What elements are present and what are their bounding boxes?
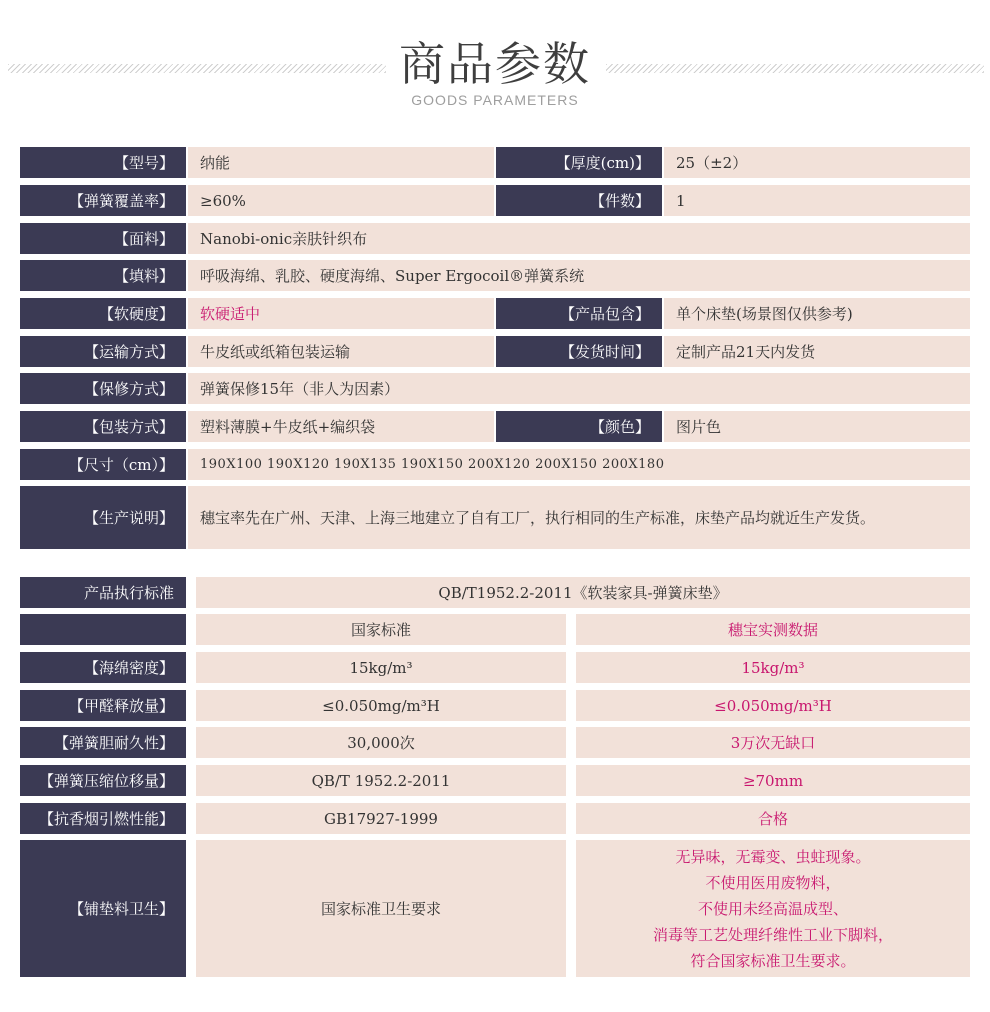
coverage-label: 【弹簧覆盖率】 — [20, 185, 186, 216]
production-value: 穗宝率先在广州、天津、上海三地建立了自有工厂，执行相同的生产标准，床垫产品均就近生产发货。 — [188, 486, 970, 549]
pieces-label: 【件数】 — [496, 185, 662, 216]
std-row-national: QB/T 1952.2-2011 — [196, 765, 566, 796]
header-empty-label — [20, 614, 186, 645]
hardness-value: 软硬适中 — [188, 298, 494, 329]
size-value: 190X100 190X120 190X135 190X150 200X120 200X150 200X180 — [188, 449, 970, 480]
delivery-value: 定制产品21天内发货 — [664, 336, 970, 367]
model-value: 纳能 — [188, 147, 494, 178]
model-label: 【型号】 — [20, 147, 186, 178]
std-row-measured: 合格 — [576, 803, 970, 834]
std-row-label: 【弹簧压缩位移量】 — [20, 765, 186, 796]
exec-standard-label: 产品执行标准 — [20, 577, 186, 608]
std-row-label: 【甲醛释放量】 — [20, 690, 186, 721]
fabric-value: Nanobi-onic亲肤针织布 — [188, 223, 970, 254]
section-header — [0, 0, 990, 120]
includes-value: 单个床垫(场景图仅供参考) — [664, 298, 970, 329]
packing-label: 【包装方式】 — [20, 411, 186, 442]
measured-data-header: 穗宝实测数据 — [576, 614, 970, 645]
shipping-label: 【运输方式】 — [20, 336, 186, 367]
shipping-value: 牛皮纸或纸箱包装运输 — [188, 336, 494, 367]
std-row-national: 国家标准卫生要求 — [196, 840, 566, 977]
std-row-measured: ≥70mm — [576, 765, 970, 796]
production-label: 【生产说明】 — [20, 486, 186, 549]
filling-label: 【填料】 — [20, 260, 186, 291]
std-row-national: 15kg/m³ — [196, 652, 566, 683]
std-row-label: 【抗香烟引燃性能】 — [20, 803, 186, 834]
size-label: 【尺寸（cm）】 — [20, 449, 186, 480]
std-row-national: 30,000次 — [196, 727, 566, 758]
national-standard-header: 国家标准 — [196, 614, 566, 645]
std-row-measured: 3万次无缺口 — [576, 727, 970, 758]
warranty-label: 【保修方式】 — [20, 373, 186, 404]
std-row-national: GB17927-1999 — [196, 803, 566, 834]
pieces-value: 1 — [664, 185, 970, 216]
std-row-measured: ≤0.050mg/m³H — [576, 690, 970, 721]
page-subtitle: GOODS PARAMETERS — [411, 92, 579, 108]
color-label: 【颜色】 — [496, 411, 662, 442]
coverage-value: ≥60% — [188, 185, 494, 216]
warranty-value: 弹簧保修15年（非人为因素） — [188, 373, 970, 404]
std-row-label: 【铺垫料卫生】 — [20, 840, 186, 977]
std-row-measured: 15kg/m³ — [576, 652, 970, 683]
measured-line: 符合国家标准卫生要求。 — [690, 951, 856, 970]
hardness-label: 【软硬度】 — [20, 298, 186, 329]
delivery-label: 【发货时间】 — [496, 336, 662, 367]
std-row-label: 【海绵密度】 — [20, 652, 186, 683]
std-row-national: ≤0.050mg/m³H — [196, 690, 566, 721]
color-value: 图片色 — [664, 411, 970, 442]
fabric-label: 【面料】 — [20, 223, 186, 254]
exec-standard-value: QB/T1952.2-2011《软装家具-弹簧床垫》 — [196, 577, 970, 608]
thickness-value: 25（±2） — [664, 147, 970, 178]
measured-line: 不使用未经高温成型、 — [697, 899, 848, 918]
page-title: 商品参数 — [399, 37, 591, 91]
measured-line: 无异味，无霉变、虫蛀现象。 — [675, 847, 871, 866]
includes-label: 【产品包含】 — [496, 298, 662, 329]
std-row-label: 【弹簧胆耐久性】 — [20, 727, 186, 758]
filling-value: 呼吸海绵、乳胶、硬度海绵、Super Ergocoil®弹簧系统 — [188, 260, 970, 291]
thickness-label: 【厚度(cm)】 — [496, 147, 662, 178]
std-row-measured — [576, 840, 970, 977]
measured-line: 不使用医用废物料， — [705, 873, 841, 892]
packing-value: 塑料薄膜+牛皮纸+编织袋 — [188, 411, 494, 442]
measured-line: 消毒等工艺处理纤维性工业下脚料， — [652, 925, 893, 944]
